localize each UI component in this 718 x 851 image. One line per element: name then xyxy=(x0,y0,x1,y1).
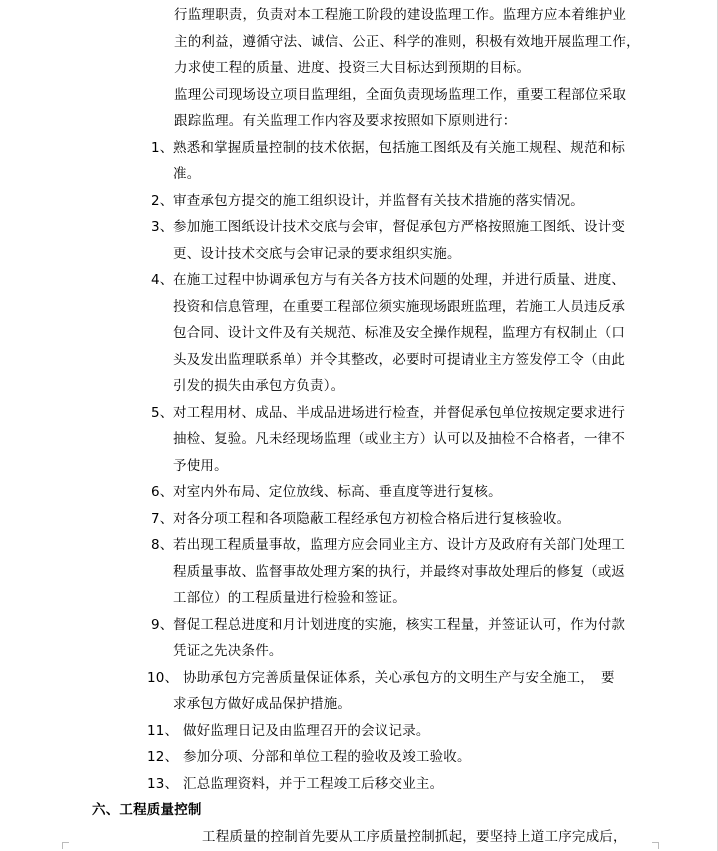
intro-paragraph xyxy=(0,2,718,82)
list-item xyxy=(0,665,718,718)
item-text xyxy=(173,214,651,267)
list-item xyxy=(0,188,718,215)
item-text xyxy=(173,400,651,480)
item-number: 13、 xyxy=(147,775,179,792)
item-number: 9、 xyxy=(151,616,174,633)
text-line: 监理公司现场设立项目监理组，全面负责现场监理工作，重要工程部位采取 xyxy=(174,86,627,103)
list-item xyxy=(0,479,718,506)
text-line: 更、设计技术交底与会审记录的要求组织实施。 xyxy=(173,245,461,262)
section-heading: 六、工程质量控制 xyxy=(92,802,202,818)
item-text xyxy=(173,506,651,533)
text-line: 予使用。 xyxy=(173,457,228,474)
item-text xyxy=(173,479,651,506)
crop-mark-right xyxy=(652,842,659,849)
text-line: 求承包方做好成品保护措施。 xyxy=(173,696,352,712)
item-text xyxy=(173,267,651,400)
numbered-list xyxy=(0,135,718,798)
text-line: 工部位）的工程质量进行检验和签证。 xyxy=(173,590,406,606)
item-number: 12、 xyxy=(147,749,179,765)
text-line: 工程质量的控制首先要从工序质量控制抓起，要坚持上道工序完成后， xyxy=(202,828,627,845)
crop-mark-left xyxy=(62,842,69,849)
list-item xyxy=(0,400,718,480)
text-line: 审查承包方提交的施工组织设计，并监督有关技术措施的落实情况。 xyxy=(173,192,584,209)
list-item xyxy=(0,532,718,612)
item-text xyxy=(173,188,651,215)
text-line: 协助承包方完善质量保证体系，关心承包方的文明生产与安全施工， 要 xyxy=(183,669,615,686)
intro-paragraph-2 xyxy=(0,82,718,135)
item-text xyxy=(173,532,651,612)
item-number: 8、 xyxy=(151,537,174,553)
text-line: 投资和信息管理，在重要工程部位须实施现场跟班监理，若施工人员违反承 xyxy=(173,298,626,315)
list-item xyxy=(0,135,718,188)
text-line: 主的利益，遵循守法、诚信、公正、科学的准则，积极有效地开展监理工作， xyxy=(174,33,640,50)
item-text xyxy=(173,665,651,718)
item-number: 3、 xyxy=(151,219,174,235)
list-item xyxy=(0,506,718,533)
item-number: 2、 xyxy=(151,192,174,209)
text-line: 准。 xyxy=(173,166,201,182)
text-line: 若出现工程质量事故，监理方应会同业主方、设计方及政府有关部门处理工 xyxy=(173,537,626,553)
text-line: 跟踪监理。有关监理工作内容及要求按照如下原则进行： xyxy=(174,113,517,129)
text-line: 行监理职责，负责对本工程施工阶段的建设监理工作。监理方应本着维护业 xyxy=(174,7,627,23)
item-text xyxy=(183,771,651,798)
item-number: 11、 xyxy=(147,722,179,739)
list-item xyxy=(0,744,718,771)
list-item xyxy=(0,718,718,745)
text-line: 在施工过程中协调承包方与有关各方技术问题的处理，并进行质量、进度、 xyxy=(173,272,626,288)
text-line: 督促工程总进度和月计划进度的实施，核实工程量，并签证认可，作为付款 xyxy=(173,616,626,633)
item-number: 4、 xyxy=(151,272,174,288)
list-item xyxy=(0,612,718,665)
text-line: 对室内外布局、定位放线、标高、垂直度等进行复核。 xyxy=(173,484,502,500)
item-text xyxy=(183,744,651,771)
list-item xyxy=(0,267,718,400)
text-line: 参加分项、分部和单位工程的验收及竣工验收。 xyxy=(183,749,471,765)
text-line: 参加施工图纸设计技术交底与会审，督促承包方严格按照施工图纸、设计变 xyxy=(173,219,626,235)
text-line: 包合同、设计文件及有关规范、标准及安全操作规程，监理方有权制止（口 xyxy=(173,325,626,341)
text-line: 熟悉和掌握质量控制的技术依据，包括施工图纸及有关施工规程、规范和标 xyxy=(173,139,626,156)
text-line: 头及发出监理联系单）并令其整改，必要时可提请业主方签发停工令（由此 xyxy=(173,351,626,368)
item-number: 7、 xyxy=(151,510,174,527)
text-line: 汇总监理资料，并于工程竣工后移交业主。 xyxy=(183,775,444,792)
item-text xyxy=(183,718,651,745)
text-line: 抽检、复验。凡未经现场监理（或业主方）认可以及抽检不合格者，一律不 xyxy=(173,431,626,447)
item-number: 6、 xyxy=(151,484,174,500)
list-item xyxy=(0,214,718,267)
list-item xyxy=(0,771,718,798)
text-line: 对各分项工程和各项隐蔽工程经承包方初检合格后进行复核验收。 xyxy=(173,510,571,527)
text-line: 程质量事故、监督事故处理方案的执行，并最终对事故处理后的修复（或返 xyxy=(173,563,626,580)
item-text xyxy=(173,612,651,665)
text-line: 做好监理日记及由监理召开的会议记录。 xyxy=(183,722,430,739)
document-body xyxy=(0,2,718,850)
page-bottom-marks xyxy=(0,845,718,851)
item-number: 1、 xyxy=(151,139,174,156)
text-line: 引发的损失由承包方负责）。 xyxy=(173,378,345,394)
item-number: 10、 xyxy=(147,669,179,686)
text-line: 对工程用材、成品、半成品进场进行检查，并督促承包单位按规定要求进行 xyxy=(173,404,626,421)
text-line: 凭证之先决条件。 xyxy=(173,643,283,659)
item-text xyxy=(173,135,651,188)
item-number: 5、 xyxy=(151,404,174,421)
text-line: 力求使工程的质量、进度、投资三大目标达到预期的目标。 xyxy=(174,60,531,76)
